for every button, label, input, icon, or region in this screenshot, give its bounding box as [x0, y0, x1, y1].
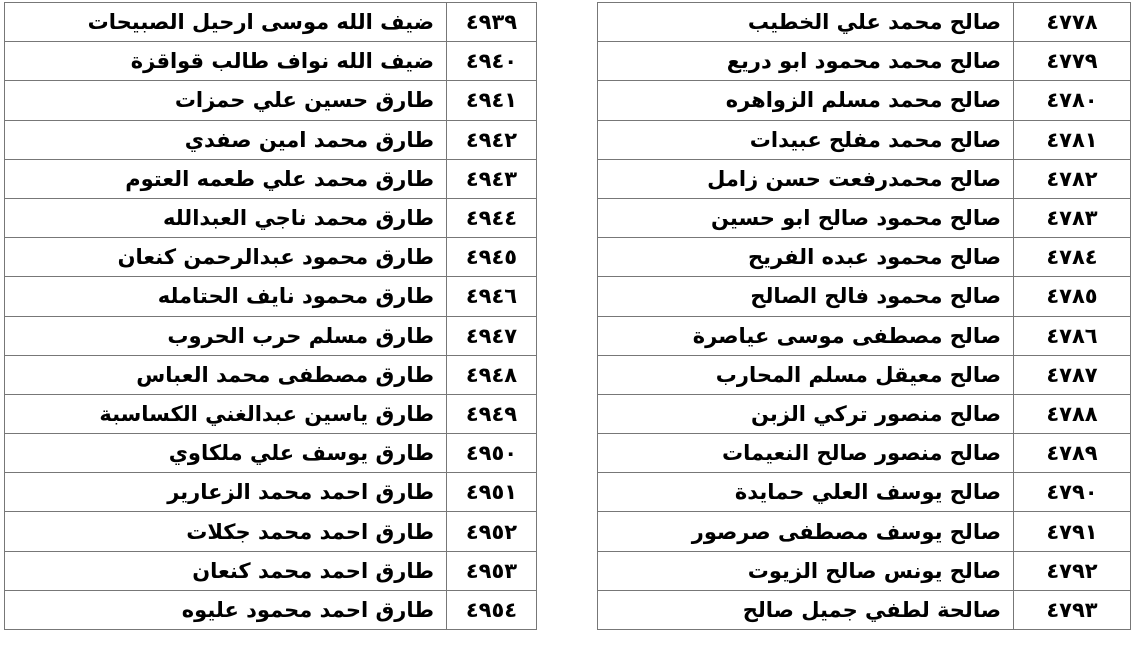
row-number: ٤٧٨٢ [1014, 159, 1131, 198]
row-number: ٤٧٨٣ [1014, 198, 1131, 237]
row-number: ٤٩٥٣ [447, 551, 537, 590]
table-row [5, 3, 537, 42]
table-row [598, 81, 1131, 120]
row-number: ٤٧٨٠ [1014, 81, 1131, 120]
table-row [5, 473, 537, 512]
table-row [598, 42, 1131, 81]
row-number: ٤٩٤٥ [447, 238, 537, 277]
table-row [598, 590, 1131, 629]
table-row [5, 42, 537, 81]
table-row [5, 238, 537, 277]
row-number: ٤٧٨٨ [1014, 394, 1131, 433]
row-number: ٤٧٨٦ [1014, 316, 1131, 355]
table-row [5, 316, 537, 355]
row-number: ٤٧٩٠ [1014, 473, 1131, 512]
row-name: طارق ياسين عبدالغني الكساسبة [5, 394, 447, 433]
table-row [5, 512, 537, 551]
table-row [598, 277, 1131, 316]
row-number: ٤٩٤٦ [447, 277, 537, 316]
row-name: طارق حسين علي حمزات [5, 81, 447, 120]
table-row [598, 3, 1131, 42]
row-name: طارق احمد محمد كنعان [5, 551, 447, 590]
row-name: صالح مصطفى موسى عياصرة [598, 316, 1014, 355]
row-name: طارق محمود عبدالرحمن كنعان [5, 238, 447, 277]
row-number: ٤٧٩٣ [1014, 590, 1131, 629]
row-name: صالح محمود فالح الصالح [598, 277, 1014, 316]
row-name: ضيف الله نواف طالب قواقزة [5, 42, 447, 81]
row-number: ٤٧٨٤ [1014, 238, 1131, 277]
table-row [598, 238, 1131, 277]
row-name: صالح محمد محمود ابو دريع [598, 42, 1014, 81]
row-name: صالح محمود صالح ابو حسين [598, 198, 1014, 237]
row-number: ٤٧٩١ [1014, 512, 1131, 551]
table-row [5, 81, 537, 120]
table-row [598, 120, 1131, 159]
row-number: ٤٧٩٢ [1014, 551, 1131, 590]
row-number: ٤٩٤٠ [447, 42, 537, 81]
table-row [598, 473, 1131, 512]
row-number: ٤٩٤٧ [447, 316, 537, 355]
row-name: صالح محمدرفعت حسن زامل [598, 159, 1014, 198]
row-number: ٤٩٤٤ [447, 198, 537, 237]
row-name: طارق احمد محمود عليوه [5, 590, 447, 629]
row-number: ٤٩٣٩ [447, 3, 537, 42]
row-name: صالح محمد مفلح عبيدات [598, 120, 1014, 159]
row-name: طارق احمد محمد الزعارير [5, 473, 447, 512]
row-name: طارق محمود نايف الحتامله [5, 277, 447, 316]
row-number: ٤٩٥٤ [447, 590, 537, 629]
table-row [598, 355, 1131, 394]
row-name: طارق مصطفى محمد العباس [5, 355, 447, 394]
table-row [5, 159, 537, 198]
table-row [598, 551, 1131, 590]
table-row [598, 159, 1131, 198]
table-row [5, 277, 537, 316]
table-row [598, 394, 1131, 433]
row-name: صالح محمد مسلم الزواهره [598, 81, 1014, 120]
row-name: صالح معيقل مسلم المحارب [598, 355, 1014, 394]
row-number: ٤٧٨٩ [1014, 434, 1131, 473]
row-number: ٤٩٥٠ [447, 434, 537, 473]
right-names-table [597, 2, 1131, 630]
left-names-table [4, 2, 537, 630]
table-row [5, 198, 537, 237]
row-number: ٤٩٤٩ [447, 394, 537, 433]
row-number: ٤٧٨٥ [1014, 277, 1131, 316]
row-name: طارق احمد محمد جكلات [5, 512, 447, 551]
row-number: ٤٩٤٣ [447, 159, 537, 198]
row-number: ٤٩٤٢ [447, 120, 537, 159]
row-name: صالح يونس صالح الزيوت [598, 551, 1014, 590]
row-number: ٤٩٥٢ [447, 512, 537, 551]
row-number: ٤٧٧٩ [1014, 42, 1131, 81]
row-name: صالحة لطفي جميل صالح [598, 590, 1014, 629]
row-name: طارق مسلم حرب الحروب [5, 316, 447, 355]
table-row [598, 316, 1131, 355]
row-number: ٤٩٤٨ [447, 355, 537, 394]
row-name: صالح يوسف العلي حمايدة [598, 473, 1014, 512]
row-number: ٤٧٧٨ [1014, 3, 1131, 42]
table-row [5, 590, 537, 629]
row-number: ٤٧٨١ [1014, 120, 1131, 159]
row-name: ضيف الله موسى ارحيل الصبيحات [5, 3, 447, 42]
row-name: طارق يوسف علي ملكاوي [5, 434, 447, 473]
row-name: صالح محمود عبده الفريح [598, 238, 1014, 277]
row-number: ٤٧٨٧ [1014, 355, 1131, 394]
table-row [5, 120, 537, 159]
row-name: صالح منصور صالح النعيمات [598, 434, 1014, 473]
row-number: ٤٩٤١ [447, 81, 537, 120]
row-name: طارق محمد ناجي العبدالله [5, 198, 447, 237]
row-name: صالح محمد علي الخطيب [598, 3, 1014, 42]
row-name: صالح منصور تركي الزبن [598, 394, 1014, 433]
table-row [5, 355, 537, 394]
row-name: صالح يوسف مصطفى صرصور [598, 512, 1014, 551]
table-row [598, 512, 1131, 551]
table-row [598, 434, 1131, 473]
table-row [5, 394, 537, 433]
table-row [5, 434, 537, 473]
table-row [598, 198, 1131, 237]
row-number: ٤٩٥١ [447, 473, 537, 512]
table-row [5, 551, 537, 590]
row-name: طارق محمد امين صفدي [5, 120, 447, 159]
row-name: طارق محمد علي طعمه العتوم [5, 159, 447, 198]
